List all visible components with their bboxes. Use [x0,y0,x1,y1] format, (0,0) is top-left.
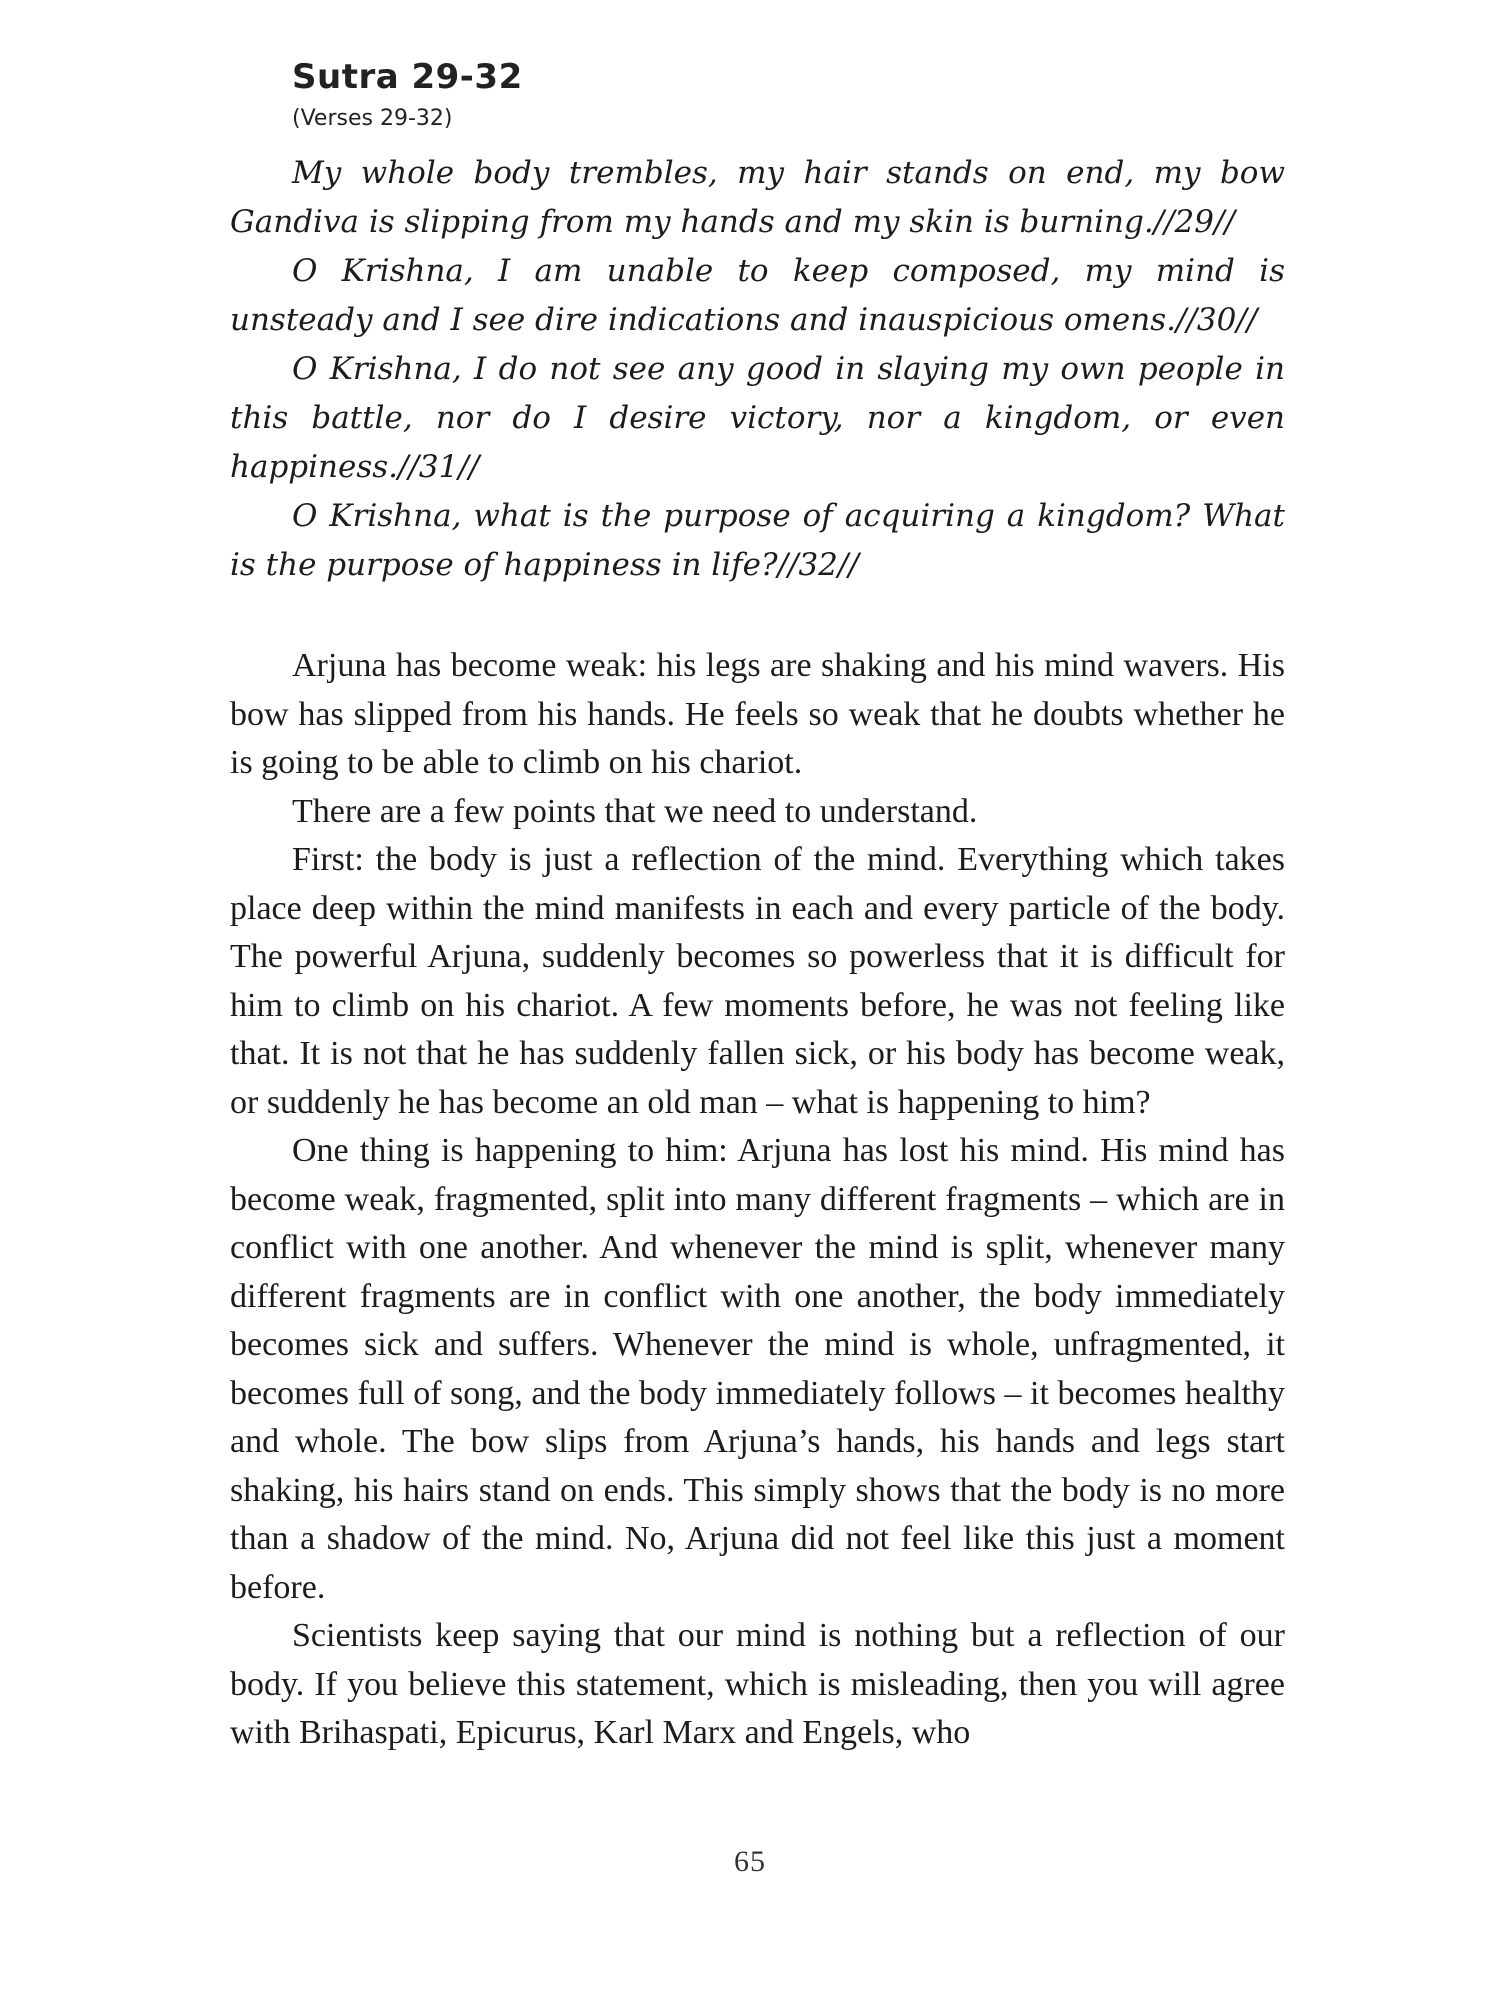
paragraph: There are a few points that we need to understand. [292,792,978,830]
book-page [230,55,1285,1758]
paragraph: Scientists keep saying that our mind is nothing but a reflection of our body. If you believe this statement, which is misleading, then you will agree with Brihaspati, Epicurus, Karl Marx and Engels, who [230,1617,1285,1751]
page-number: 65 [734,1845,766,1878]
verse-30: O Krishna, I am unable to keep composed, my mind is unsteady and I see dire indications and inauspicious omens.//30// [230,253,1285,338]
sutra-heading: Sutra 29-32 [292,57,523,97]
verses-subheading: (Verses 29-32) [292,106,453,131]
paragraph: Arjuna has become weak: his legs are shaking and his mind wavers. His bow has slipped from his hands. He feels so weak that he doubts whether he is going to be able to climb on his chariot. [230,647,1285,781]
verse-29: My whole body trembles, my hair stands on end, my bow Gandiva is slipping from my hands and my skin is burning.//29// [230,155,1285,240]
commentary-body [230,642,1285,1758]
verse-block [230,149,1285,590]
verse-31: O Krishna, I do not see any good in slaying my own people in this battle, nor do I desire victory, nor a kingdom, or even happiness.//31// [230,351,1285,485]
paragraph: First: the body is just a reflection of the mind. Everything which takes place deep within the mind manifests in each and every particle of the body. The powerful Arjuna, suddenly becomes so powerless that it is difficult for him to climb on his chariot. A few moments before, he was not feeling like that. It is not that he has suddenly fallen sick, or his body has become weak, or suddenly he has become an old man – what is happening to him? [230,841,1285,1121]
paragraph: One thing is happening to him: Arjuna has lost his mind. His mind has become weak, fragmented, split into many different fragments – which are in conflict with one another. And whenever the mind is split, whenever many different fragments are in conflict with one another, the body immediately becomes sick and suffers. Whenever the mind is whole, unfragmented, it becomes full of song, and the body immediately follows – it becomes healthy and whole. The bow slips from Arjuna’s hands, his hands and legs start shaking, his hairs stand on ends. This simply shows that the body is no more than a shadow of the mind. No, Arjuna did not feel like this just a moment before. [230,1132,1285,1606]
verse-32: O Krishna, what is the purpose of acquiring a kingdom? What is the purpose of happiness in life?//32// [230,498,1285,583]
